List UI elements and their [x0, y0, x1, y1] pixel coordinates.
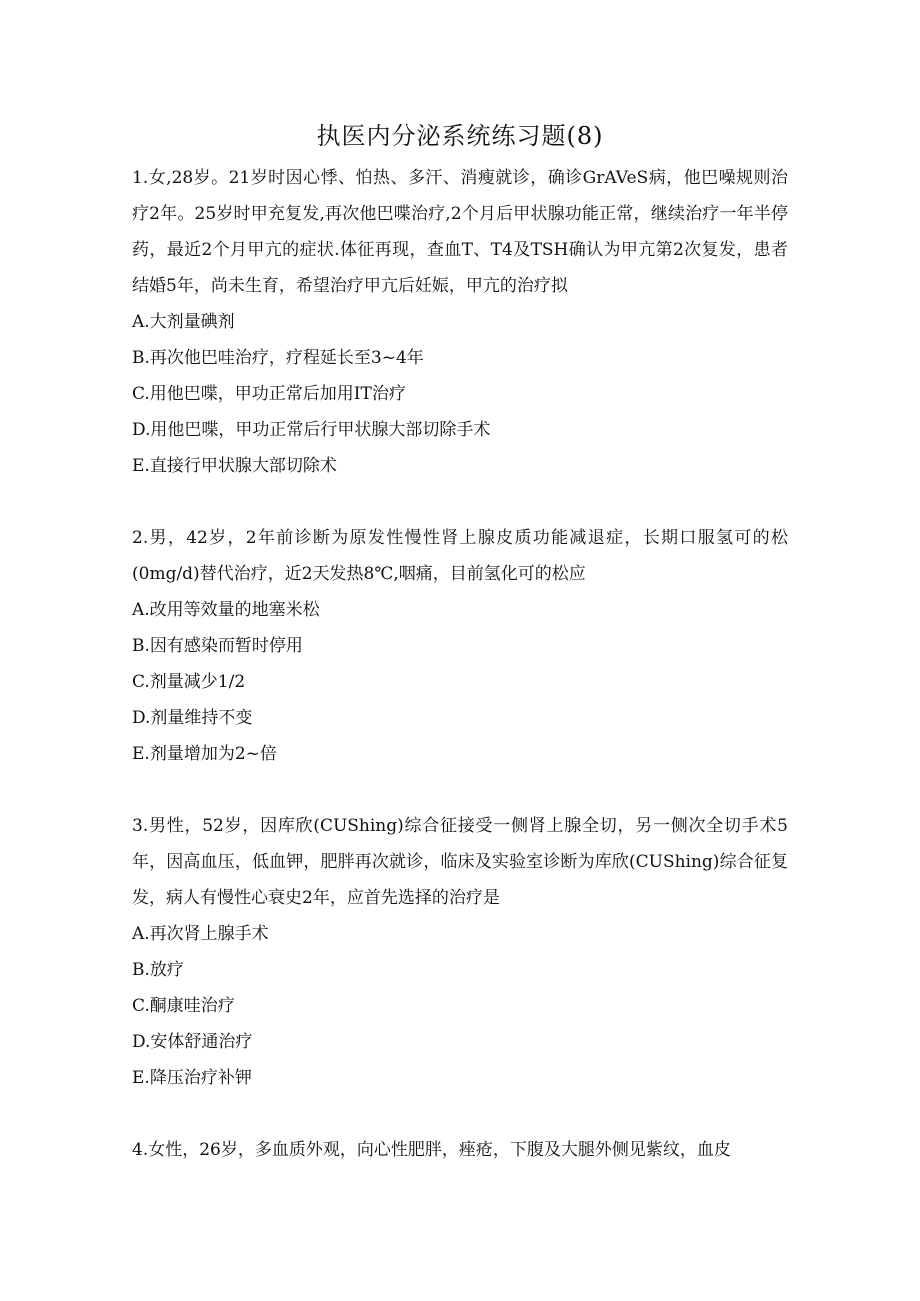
- question-1: [132, 160, 788, 484]
- document-title: 执医内分泌系统练习题(8): [316, 122, 604, 150]
- option-a: A.改用等效量的地塞米松: [132, 600, 320, 620]
- option-c: C.酮康哇治疗: [132, 996, 235, 1016]
- option-c: C.剂量减少1/2: [132, 672, 246, 692]
- option-a: A.再次肾上腺手术: [132, 924, 269, 944]
- option-d: D.剂量维持不变: [132, 708, 253, 728]
- option-e: E.剂量增加为2~倍: [132, 744, 277, 764]
- option-e: E.降压治疗补钾: [132, 1068, 252, 1088]
- question-spacer: [132, 1096, 788, 1132]
- option-d: D.用他巴喋，甲功正常后行甲状腺大部切除手术: [132, 420, 491, 440]
- question-3: [132, 808, 788, 1096]
- question-stem: 3.男性，52岁，因库欣(CUShing)综合征接受一侧肾上腺全切，另一侧次全切手术5年，因高血压，低血钾，肥胖再次就诊，临床及实验室诊断为库欣(CUShing)综合征复发，病人有慢性心衰史2年，应首先选择的治疗是: [132, 816, 788, 908]
- question-spacer: [132, 772, 788, 808]
- option-c: C.用他巴喋，甲功正常后加用IT治疗: [132, 384, 406, 404]
- question-2: [132, 520, 788, 772]
- question-stem: 2.男，42岁，2年前诊断为原发性慢性肾上腺皮质功能减退症，长期口服氢可的松(0mg/d)替代治疗，近2天发热8℃,咽痛，目前氢化可的松应: [132, 528, 788, 584]
- option-d: D.安体舒通治疗: [132, 1032, 253, 1052]
- option-e: E.直接行甲状腺大部切除术: [132, 456, 337, 476]
- document-body: [132, 160, 788, 1168]
- question-stem: 1.女,28岁。21岁时因心悸、怕热、多汗、消瘦就诊，确诊GrAVeS病，他巴噪规则治疗2年。25岁时甲充复发,再次他巴喋治疗,2个月后甲状腺功能正常，继续治疗一年半停药，最近2个月甲亢的症状.体征再现，查血T、T4及TSH确认为甲亢第2次复发，患者结婚5年，尚未生育，希望治疗甲亢后妊娠，甲亢的治疗拟: [132, 168, 788, 296]
- option-b: B.再次他巴哇治疗，疗程延长至3~4年: [132, 348, 424, 368]
- option-b: B.放疗: [132, 960, 184, 980]
- option-a: A.大剂量碘剂: [132, 312, 235, 332]
- question-4: [132, 1132, 788, 1168]
- question-spacer: [132, 484, 788, 520]
- question-stem: 4.女性，26岁，多血质外观，向心性肥胖，痤疮，下腹及大腿外侧见紫纹，血皮: [132, 1140, 731, 1160]
- option-b: B.因有感染而暂时停用: [132, 636, 303, 656]
